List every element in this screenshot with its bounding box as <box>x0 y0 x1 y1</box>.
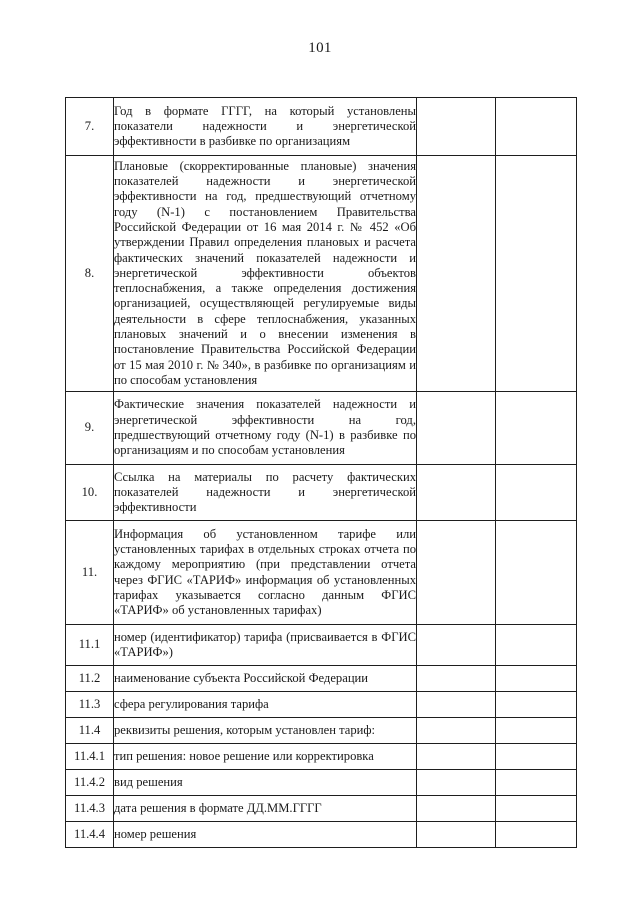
note-cell <box>496 625 577 666</box>
value-cell <box>417 692 496 718</box>
value-cell <box>417 465 496 521</box>
note-cell <box>496 744 577 770</box>
value-cell <box>417 666 496 692</box>
row-text-content: Ссылка на материалы по расчету фактических показателей надежности и энергетической эффективности <box>114 469 416 515</box>
row-number: 7. <box>66 98 114 156</box>
row-number: 11.4.2 <box>66 770 114 796</box>
row-text <box>114 625 417 666</box>
note-cell <box>496 392 577 465</box>
row-number: 11.1 <box>66 625 114 666</box>
note-cell <box>496 796 577 822</box>
row-text-content: дата решения в формате ДД.ММ.ГГГГ <box>114 800 322 815</box>
table-row <box>66 521 577 625</box>
row-number: 8. <box>66 156 114 392</box>
row-text-content: вид решения <box>114 774 183 789</box>
row-number: 9. <box>66 392 114 465</box>
value-cell <box>417 156 496 392</box>
row-text-content: реквизиты решения, которым установлен тариф: <box>114 722 376 737</box>
table-row <box>66 744 577 770</box>
value-cell <box>417 625 496 666</box>
row-text <box>114 156 417 392</box>
row-text <box>114 718 417 744</box>
note-cell <box>496 770 577 796</box>
note-cell <box>496 718 577 744</box>
table-row <box>66 692 577 718</box>
value-cell <box>417 770 496 796</box>
value-cell <box>417 98 496 156</box>
row-text-content: Информация об установленном тарифе или установленных тарифах в отдельных строках отчета по каждому мероприятию (при представлении отчета через ФГИС «ТАРИФ» информация об установленных тарифах указывается согласно данным ФГИС «ТАРИФ» об установленных тарифах) <box>114 526 416 618</box>
note-cell <box>496 156 577 392</box>
note-cell <box>496 822 577 848</box>
row-text <box>114 822 417 848</box>
table-row <box>66 718 577 744</box>
row-text <box>114 392 417 465</box>
table-row <box>66 465 577 521</box>
table-row <box>66 796 577 822</box>
row-text <box>114 521 417 625</box>
row-number: 11.3 <box>66 692 114 718</box>
row-text-content: номер решения <box>114 826 197 841</box>
row-number: 11.4.1 <box>66 744 114 770</box>
row-text <box>114 98 417 156</box>
row-text <box>114 666 417 692</box>
value-cell <box>417 521 496 625</box>
row-text-content: Год в формате ГГГГ, на который установлены показатели надежности и энергетической эффективности в разбивке по организациям <box>114 103 416 149</box>
row-text-content: Фактические значения показателей надежности и энергетической эффективности на год, предшествующий отчетному году (N-1) в разбивке по организациям и по способам установления <box>114 397 416 458</box>
row-text-content: наименование субъекта Российской Федерации <box>114 670 369 685</box>
row-number: 10. <box>66 465 114 521</box>
row-text <box>114 692 417 718</box>
table-row <box>66 625 577 666</box>
row-text <box>114 796 417 822</box>
note-cell <box>496 666 577 692</box>
row-text-content: номер (идентификатор) тарифа (присваивается в ФГИС «ТАРИФ») <box>114 629 416 659</box>
table-row <box>66 98 577 156</box>
page-number: 101 <box>308 40 332 56</box>
value-cell <box>417 744 496 770</box>
table-row <box>66 392 577 465</box>
table-row <box>66 770 577 796</box>
value-cell <box>417 718 496 744</box>
row-text-content: сфера регулирования тарифа <box>114 696 269 711</box>
table-row <box>66 822 577 848</box>
requirements-table <box>65 97 577 848</box>
row-number: 11.2 <box>66 666 114 692</box>
table-row <box>66 666 577 692</box>
row-text-content: тип решения: новое решение или корректировка <box>114 748 374 763</box>
note-cell <box>496 521 577 625</box>
row-number: 11. <box>66 521 114 625</box>
row-text-content: Плановые (скорректированные плановые) значения показателей надежности и энергетической эффективности на год, предшествующий отчетному году (N-1) с постановлением Правительства Российской Федерации от 16 мая 2014 г. № 452 «Об утверждении Правил определения плановых и расчета фактических значений показателей надежности и энергетической эффективности объектов теплоснабжения, а также определения достижения организацией, осуществляющей регулируемые виды деятельности в сфере теплоснабжения, указанных плановых значений и о внесении изменения в постановление Правительства Российской Федерации от 15 мая 2010 г. № 340», в разбивке по организациям и по способам установления <box>114 158 416 387</box>
note-cell <box>496 692 577 718</box>
row-number: 11.4 <box>66 718 114 744</box>
value-cell <box>417 822 496 848</box>
row-number: 11.4.4 <box>66 822 114 848</box>
value-cell <box>417 796 496 822</box>
note-cell <box>496 98 577 156</box>
row-text <box>114 770 417 796</box>
note-cell <box>496 465 577 521</box>
row-text <box>114 465 417 521</box>
row-number: 11.4.3 <box>66 796 114 822</box>
row-text <box>114 744 417 770</box>
table-row <box>66 156 577 392</box>
value-cell <box>417 392 496 465</box>
